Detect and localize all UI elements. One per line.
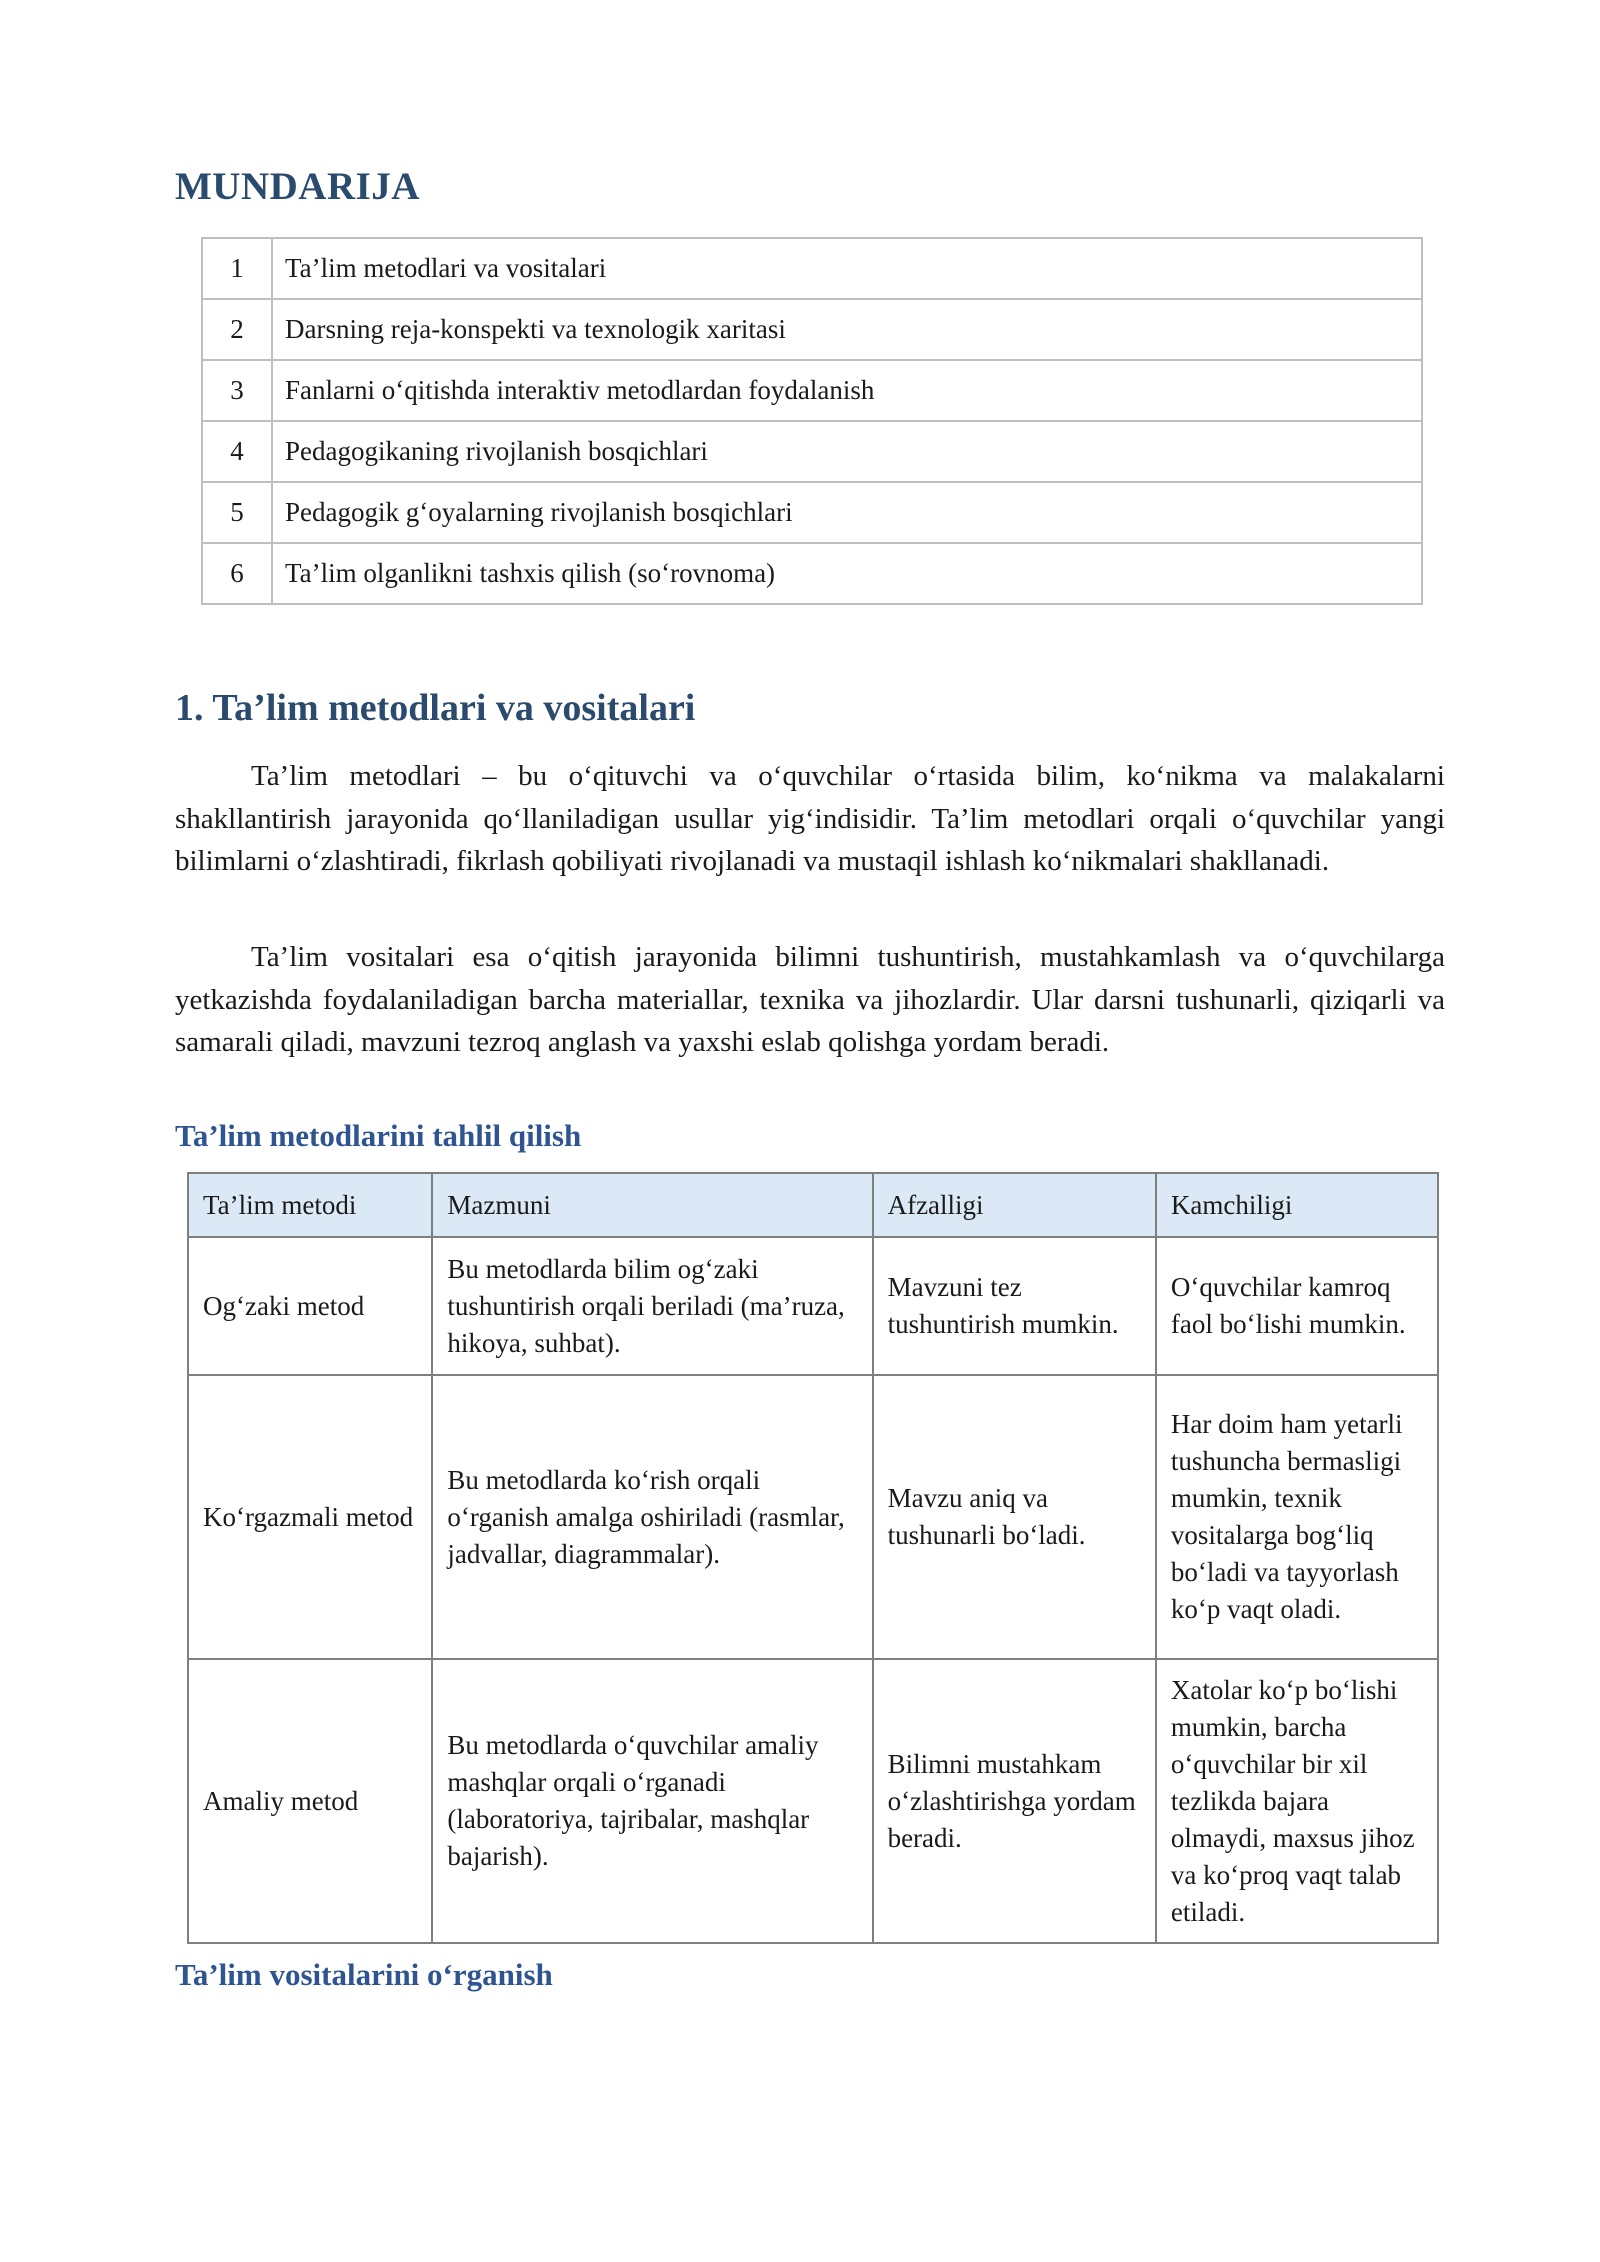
toc-row [202, 482, 1422, 543]
paragraph-tools: Ta’lim vositalari esa o‘qitish jarayonida bilimni tushuntirish, mustahkamlash va o‘quvchilarga yetkazishda foydalaniladigan barcha materiallar, texnika va jihozlardir. Ular darsni tushunarli, qiziqarli va samarali qiladi, mavzuni tezroq anglash va yaxshi eslab qolishga yordam beradi. [175, 941, 1445, 1058]
cell-content: Bu metodlarda bilim og‘zaki tushuntirish orqali beriladi (ma’ruza, hikoya, suhbat). [432, 1237, 872, 1375]
toc-entry: Fanlarni o‘qitishda interaktiv metodlardan foydalanish [272, 360, 1422, 421]
toc-row [202, 238, 1422, 299]
toc-row [202, 299, 1422, 360]
cell-advantage: Bilimni mustahkam o‘zlashtirishga yordam beradi. [873, 1659, 1156, 1943]
toc-number: 3 [202, 360, 272, 421]
table-header-row [188, 1173, 1438, 1237]
toc-entry: Ta’lim metodlari va vositalari [272, 238, 1422, 299]
methods-analysis-table [187, 1172, 1439, 1944]
toc-entry: Darsning reja-konspekti va texnologik xaritasi [272, 299, 1422, 360]
toc-table [201, 237, 1423, 605]
analysis-subtitle: Ta’lim metodlarini tahlil qilish [175, 1118, 582, 1153]
header-method: Ta’lim metodi [188, 1173, 432, 1237]
toc-number: 5 [202, 482, 272, 543]
table-row [188, 1659, 1438, 1943]
toc-entry: Ta’lim olganlikni tashxis qilish (so‘rovnoma) [272, 543, 1422, 604]
cell-advantage: Mavzuni tez tushuntirish mumkin. [873, 1237, 1156, 1375]
cell-content: Bu metodlarda o‘quvchilar amaliy mashqlar orqali o‘rganadi (laboratoriya, tajribalar, mashqlar bajarish). [432, 1659, 872, 1943]
paragraph-methods: Ta’lim metodlari – bu o‘qituvchi va o‘quvchilar o‘rtasida bilim, ko‘nikma va malakalarni shakllantirish jarayonida qo‘llaniladigan usullar yig‘indisidir. Ta’lim metodlari orqali o‘quvchilar yangi bilimlarni o‘zlashtiradi, fikrlash qobiliyati rivojlanadi va mustaqil ishlash ko‘nikmalari shakllanadi. [175, 760, 1445, 877]
toc-number: 6 [202, 543, 272, 604]
cell-disadvantage: Har doim ham yetarli tushuncha bermasligi mumkin, texnik vositalarga bog‘liq bo‘ladi va tayyorlash ko‘p vaqt oladi. [1156, 1375, 1438, 1659]
toc-row [202, 360, 1422, 421]
cell-disadvantage: Xatolar ko‘p bo‘lishi mumkin, barcha o‘quvchilar bir xil tezlikda bajara olmaydi, maxsus jihoz va ko‘proq vaqt talab etiladi. [1156, 1659, 1438, 1943]
cell-method: Ko‘rgazmali metod [188, 1375, 432, 1659]
table-row [188, 1375, 1438, 1659]
toc-entry: Pedagogik g‘oyalarning rivojlanish bosqichlari [272, 482, 1422, 543]
header-content: Mazmuni [432, 1173, 872, 1237]
cell-method: Og‘zaki metod [188, 1237, 432, 1375]
toc-number: 4 [202, 421, 272, 482]
header-advantage: Afzalligi [873, 1173, 1156, 1237]
tools-subtitle: Ta’lim vositalarini o‘rganish [175, 1957, 553, 1992]
cell-method: Amaliy metod [188, 1659, 432, 1943]
header-disadvantage: Kamchiligi [1156, 1173, 1438, 1237]
toc-row [202, 421, 1422, 482]
toc-entry: Pedagogikaning rivojlanish bosqichlari [272, 421, 1422, 482]
table-row [188, 1237, 1438, 1375]
toc-number: 2 [202, 299, 272, 360]
cell-advantage: Mavzu aniq va tushunarli bo‘ladi. [873, 1375, 1156, 1659]
toc-title: MUNDARIJA [175, 165, 420, 208]
cell-content: Bu metodlarda ko‘rish orqali o‘rganish amalga oshiriladi (rasmlar, jadvallar, diagrammalar). [432, 1375, 872, 1659]
section-title: 1. Ta’lim metodlari va vositalari [175, 687, 696, 729]
toc-row [202, 543, 1422, 604]
toc-number: 1 [202, 238, 272, 299]
cell-disadvantage: O‘quvchilar kamroq faol bo‘lishi mumkin. [1156, 1237, 1438, 1375]
